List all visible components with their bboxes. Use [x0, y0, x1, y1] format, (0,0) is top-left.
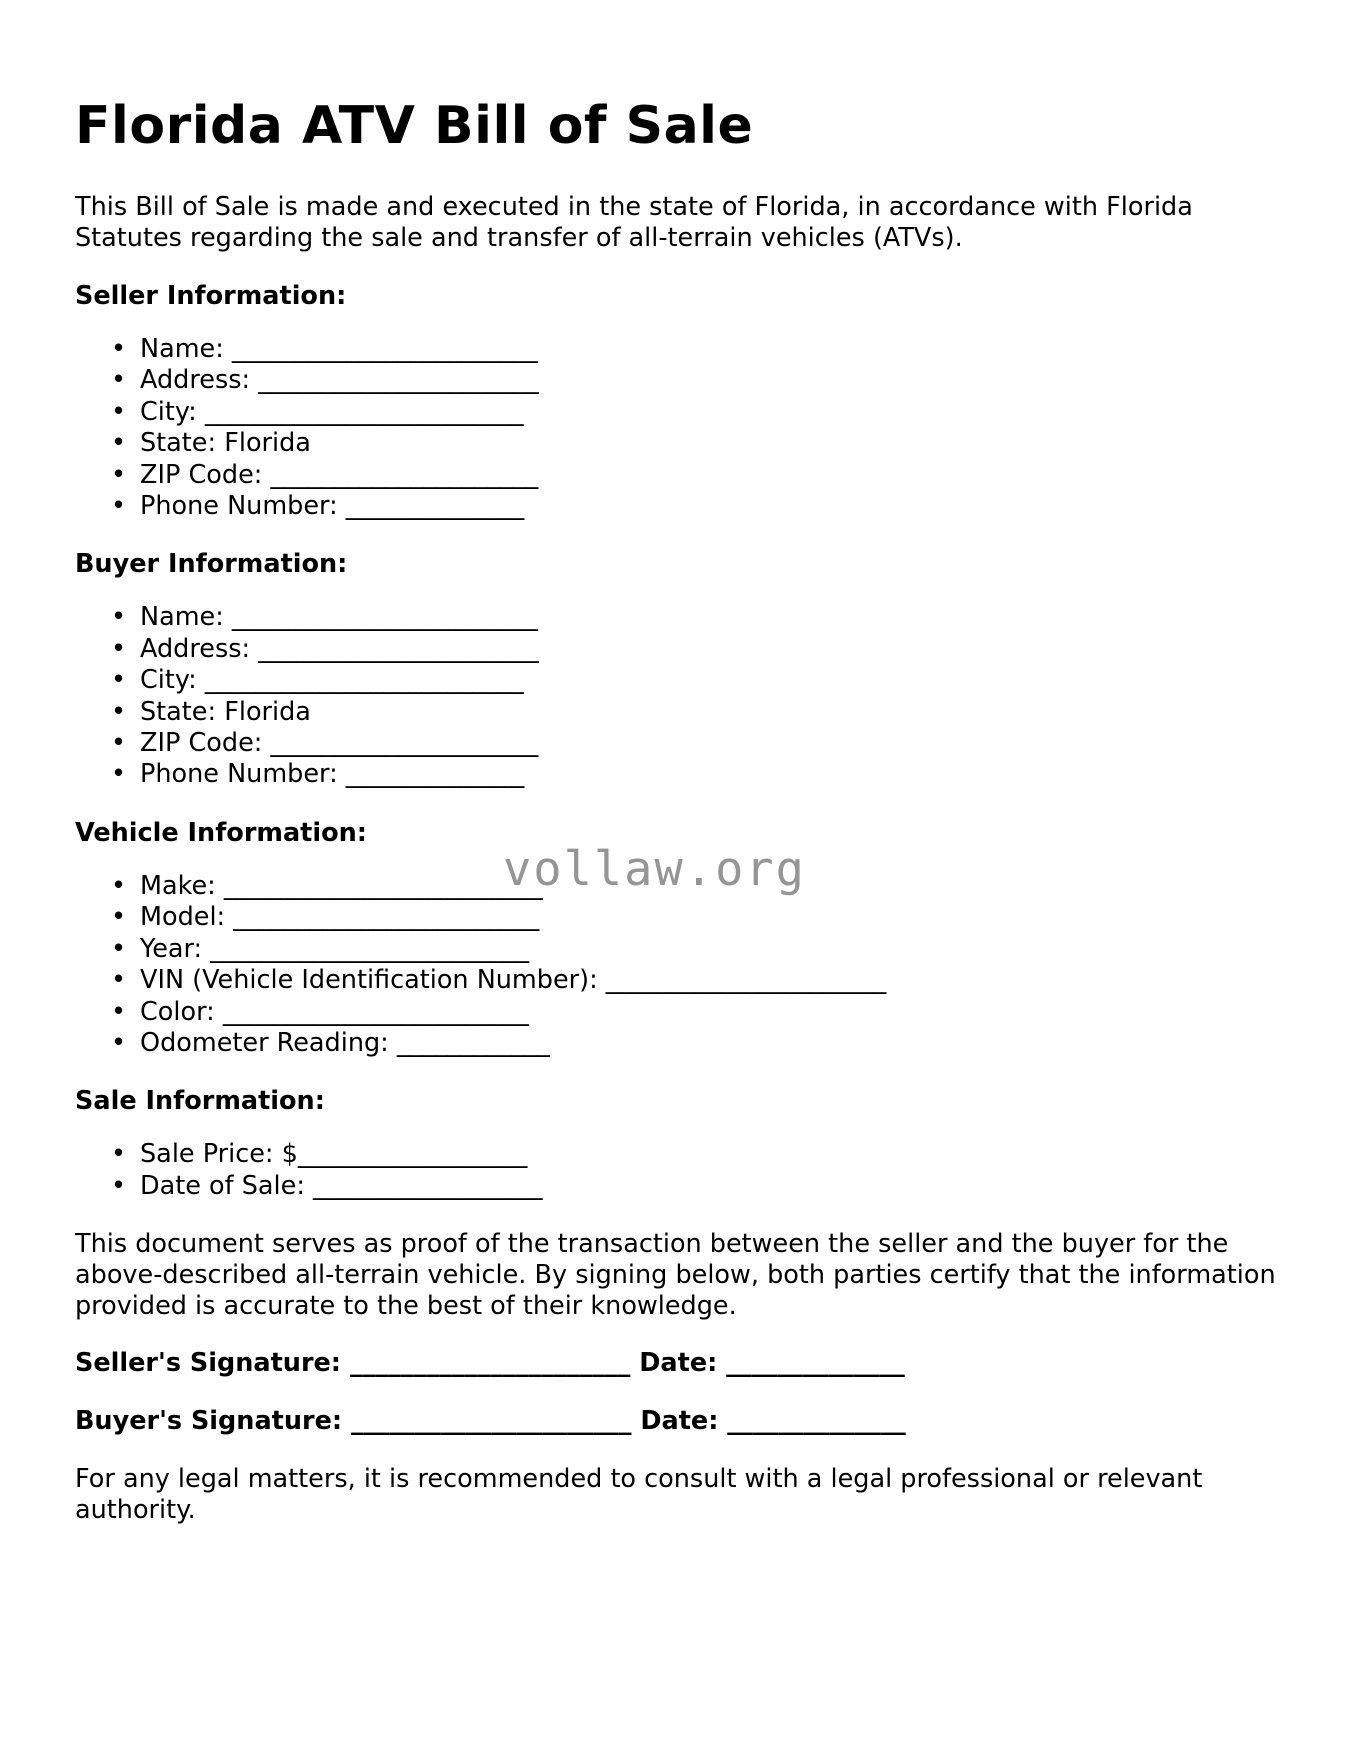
sale-info-list — [75, 1139, 1295, 1202]
bullet-icon: • — [111, 870, 127, 901]
vehicle-color-item: • Color: ________________________ — [111, 996, 529, 1027]
bullet-icon: • — [111, 1139, 127, 1170]
bullet-icon: • — [111, 602, 127, 633]
bullet-icon: • — [111, 491, 127, 522]
vehicle-vin-item: • VIN (Vehicle Identification Number): ______________________ — [111, 965, 887, 996]
bullet-icon: • — [111, 396, 127, 427]
buyer-signature-line: Buyer's Signature: ______________________ Date: ______________ — [75, 1406, 906, 1437]
buyer-zip-item: • ZIP Code: _____________________ — [111, 728, 539, 759]
seller-state-item: • State: Florida — [111, 428, 311, 459]
bullet-icon: • — [111, 902, 127, 933]
sale-date-item: • Date of Sale: __________________ — [111, 1170, 543, 1201]
buyer-address-item: • Address: ______________________ — [111, 633, 539, 664]
vehicle-year-item: • Year: _________________________ — [111, 933, 529, 964]
vehicle-odometer-item: • Odometer Reading: ____________ — [111, 1027, 550, 1058]
buyer-city-item: • City: _________________________ — [111, 665, 524, 696]
legal-note: For any legal matters, it is recommended to consult with a legal professional or relevant authority. — [75, 1464, 1203, 1526]
seller-name-item: • Name: ________________________ — [111, 334, 538, 364]
document-page — [75, 0, 1295, 1526]
vehicle-model-item: • Model: ________________________ — [111, 902, 540, 933]
vehicle-section-heading: Vehicle Information: — [75, 817, 367, 848]
sale-price-item: • Sale Price: $__________________ — [111, 1139, 528, 1170]
intro-paragraph: This Bill of Sale is made and executed in the state of Florida, in accordance with Florida Statutes regarding the sale and transfer of all-terrain vehicles (ATVs). — [75, 192, 1193, 253]
watermark-text: vollaw.org — [503, 842, 806, 897]
bullet-icon: • — [111, 965, 127, 996]
seller-zip-item: • ZIP Code: _____________________ — [111, 459, 539, 490]
bullet-icon: • — [111, 459, 127, 490]
bullet-icon: • — [111, 728, 127, 759]
bullet-icon: • — [111, 665, 127, 696]
seller-info-list — [75, 334, 1295, 522]
seller-section-heading: Seller Information: — [75, 281, 347, 311]
vehicle-make-item: • Make: _________________________ — [111, 870, 543, 901]
bullet-icon: • — [111, 633, 127, 664]
bullet-icon: • — [111, 1027, 127, 1058]
bullet-icon: • — [111, 696, 127, 727]
document-title: Florida ATV Bill of Sale — [75, 96, 754, 156]
seller-signature-line: Seller's Signature: ______________________ Date: ______________ — [75, 1348, 905, 1379]
bullet-icon: • — [111, 428, 127, 459]
seller-city-item: • City: _________________________ — [111, 396, 524, 427]
seller-phone-item: • Phone Number: ______________ — [111, 491, 525, 522]
closing-paragraph: This document serves as proof of the transaction between the seller and the buyer for the above-described all-terrain vehicle. By signing below, both parties certify that the information provided is accurate to the best of their knowledge. — [75, 1229, 1276, 1322]
bullet-icon: • — [111, 334, 127, 364]
buyer-info-list — [75, 602, 1295, 790]
bullet-icon: • — [111, 759, 127, 790]
buyer-state-item: • State: Florida — [111, 696, 311, 727]
sale-section-heading: Sale Information: — [75, 1086, 325, 1117]
buyer-section-heading: Buyer Information: — [75, 549, 348, 580]
bullet-icon: • — [111, 365, 127, 396]
bullet-icon: • — [111, 933, 127, 964]
seller-address-item: • Address: ______________________ — [111, 365, 539, 396]
bullet-icon: • — [111, 1170, 127, 1201]
vehicle-info-list — [75, 871, 1295, 1059]
bullet-icon: • — [111, 996, 127, 1027]
buyer-name-item: • Name: ________________________ — [111, 602, 538, 633]
buyer-phone-item: • Phone Number: ______________ — [111, 759, 525, 790]
